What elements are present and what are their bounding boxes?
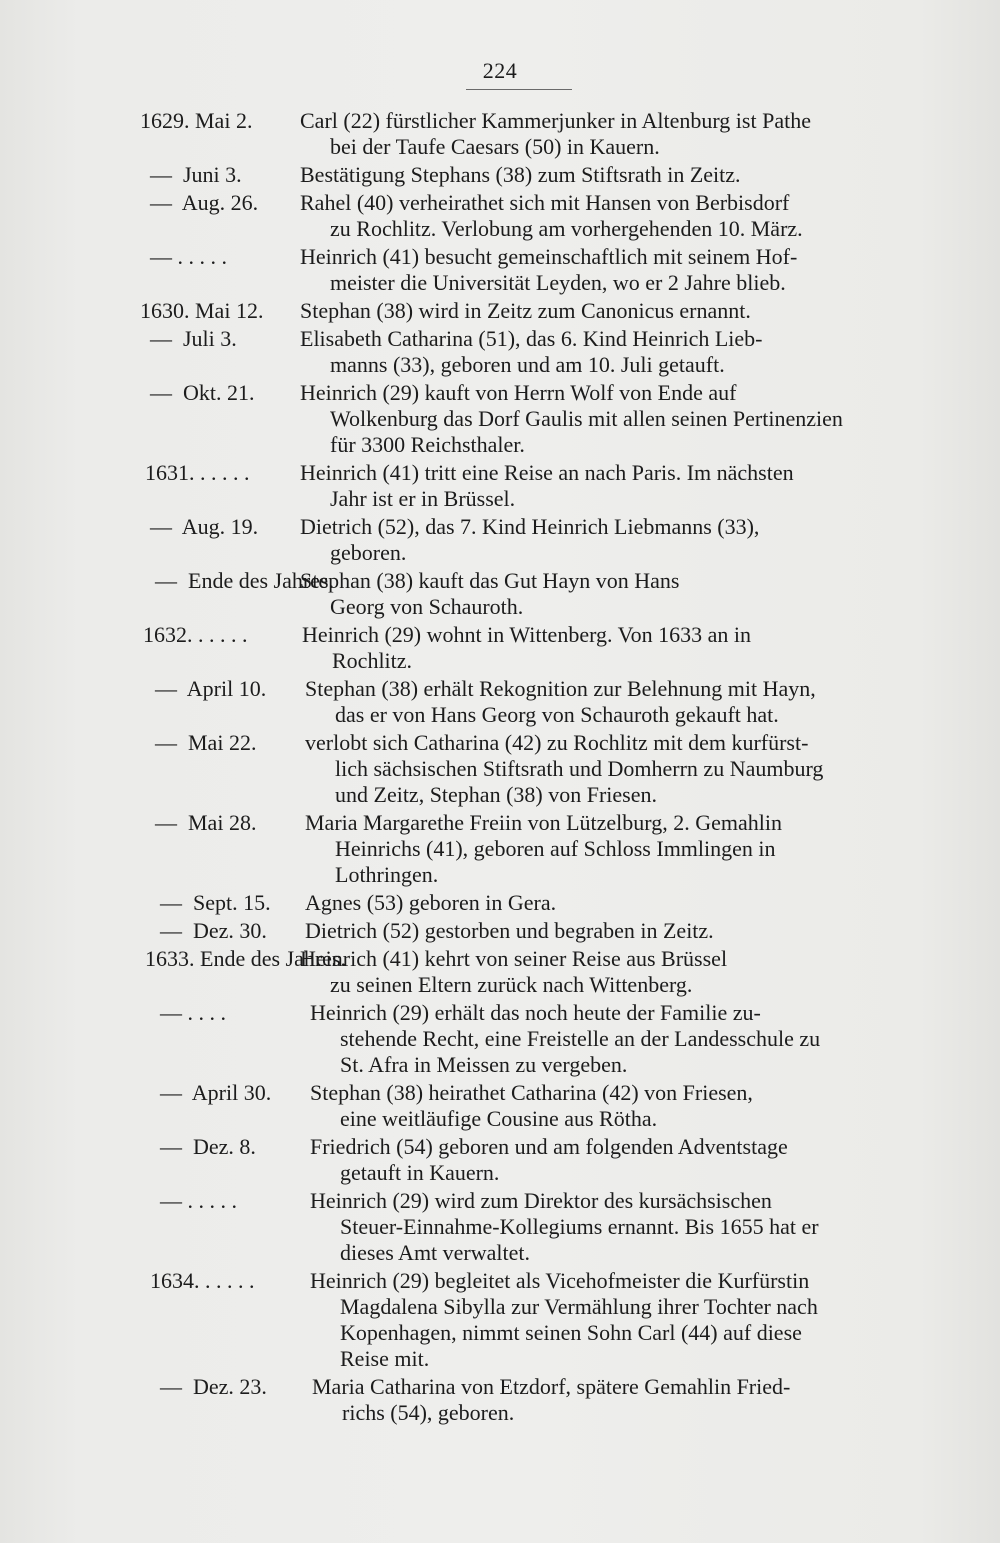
chronicle-entry — [0, 810, 1000, 888]
entry-text — [300, 380, 908, 458]
entry-text-line: Heinrich (29) erhält das noch heute der Familie zu- — [310, 1000, 761, 1025]
entry-text-line: getauft in Kauern. — [340, 1160, 500, 1185]
entry-text — [300, 568, 908, 620]
entry-date: — Mai 28. — [155, 810, 257, 835]
entry-text-line: bei der Taufe Caesars (50) in Kauern. — [330, 134, 660, 159]
entry-text-line: richs (54), geboren. — [342, 1400, 515, 1425]
entry-text — [300, 244, 908, 296]
chronicle-entry — [0, 946, 1000, 998]
entry-text-line: Heinrich (29) wird zum Direktor des kursächsischen — [310, 1188, 772, 1213]
entry-date: — April 30. — [160, 1080, 272, 1105]
entry-text-line: Maria Catharina von Etzdorf, spätere Gemahlin Fried- — [312, 1374, 791, 1399]
entry-date: 1632. . . . . . — [143, 622, 248, 647]
entry-date: — Dez. 23. — [160, 1374, 267, 1399]
entry-text — [312, 1374, 908, 1426]
chronicle-entry — [0, 890, 1000, 916]
entry-text-line: Stephan (38) erhält Rekognition zur Belehnung mit Hayn, — [305, 676, 816, 701]
chronicle-entry — [0, 380, 1000, 458]
entry-text — [305, 730, 908, 808]
chronicle-entry — [0, 1268, 1000, 1372]
entry-date: — Ende des Jahres. — [155, 568, 335, 593]
entry-text — [302, 622, 908, 674]
chronicle-entry — [0, 108, 1000, 160]
entry-text-line: verlobt sich Catharina (42) zu Rochlitz mit dem kurfürst- — [305, 730, 809, 755]
entry-date: 1630. Mai 12. — [140, 298, 264, 323]
entry-text — [305, 676, 908, 728]
entry-text-line: stehende Recht, eine Freistelle an der Landesschule zu — [340, 1026, 821, 1051]
entry-text-line: manns (33), geboren und am 10. Juli getauft. — [330, 352, 725, 377]
entry-date: — . . . . . — [150, 244, 227, 269]
chronicle-entry — [0, 326, 1000, 378]
entry-text-line: Stephan (38) kauft das Gut Hayn von Hans — [300, 568, 680, 593]
entry-text — [310, 1134, 908, 1186]
page-number-rule — [466, 89, 572, 90]
entry-date: — April 10. — [155, 676, 267, 701]
entry-text — [300, 108, 908, 160]
chronicle-entry — [0, 1374, 1000, 1426]
chronicle-entry — [0, 568, 1000, 620]
entry-date: — Okt. 21. — [150, 380, 255, 405]
entry-text-line: Rahel (40) verheirathet sich mit Hansen von Berbisdorf — [300, 190, 790, 215]
chronicle-entry — [0, 298, 1000, 324]
entry-text-line: Heinrich (29) kauft von Herrn Wolf von Ende auf — [300, 380, 737, 405]
entry-text-line: Agnes (53) geboren in Gera. — [305, 890, 557, 915]
entry-text-line: Heinrich (41) tritt eine Reise an nach Paris. Im nächsten — [300, 460, 794, 485]
entry-text — [300, 162, 908, 188]
entry-text — [305, 890, 908, 916]
entry-text-line: Georg von Schauroth. — [330, 594, 524, 619]
entry-text-line: Lothringen. — [335, 862, 439, 887]
entry-text-line: Magdalena Sibylla zur Vermählung ihrer Tochter nach — [340, 1294, 818, 1319]
entry-text-line: Heinrich (29) wohnt in Wittenberg. Von 1633 an in — [302, 622, 752, 647]
entry-date: — Dez. 30. — [160, 918, 267, 943]
chronicle-entry — [0, 1080, 1000, 1132]
entry-date: — . . . . . — [160, 1188, 237, 1213]
entry-text-line: zu Rochlitz. Verlobung am vorhergehenden 10. März. — [330, 216, 803, 241]
entry-text — [300, 326, 908, 378]
entry-text — [300, 514, 908, 566]
entry-text-line: Friedrich (54) geboren und am folgenden Adventstage — [310, 1134, 788, 1159]
entry-text-line: Elisabeth Catharina (51), das 6. Kind Heinrich Lieb- — [300, 326, 763, 351]
entry-text-line: lich sächsischen Stiftsrath und Domherrn zu Naumburg — [335, 756, 824, 781]
entry-text-line: meister die Universität Leyden, wo er 2 Jahre blieb. — [330, 270, 786, 295]
entry-date: — Aug. 19. — [150, 514, 259, 539]
entry-date: — . . . . — [160, 1000, 226, 1025]
entry-text-line: Dietrich (52) gestorben und begraben in Zeitz. — [305, 918, 714, 943]
entry-text-line: Rochlitz. — [332, 648, 413, 673]
entry-date: — Juli 3. — [150, 326, 237, 351]
chronicle-entry — [0, 1000, 1000, 1078]
page-number: 224 — [482, 58, 518, 83]
entry-text — [300, 460, 908, 512]
entry-text-line: Reise mit. — [340, 1346, 430, 1371]
entry-date: 1634. . . . . . — [150, 1268, 255, 1293]
entry-date: 1629. Mai 2. — [140, 108, 253, 133]
entry-text-line: Heinrich (41) besucht gemeinschaftlich mit seinem Hof- — [300, 244, 798, 269]
chronicle-entry — [0, 460, 1000, 512]
entry-text — [300, 946, 908, 998]
chronicle-entry — [0, 622, 1000, 674]
entry-text — [300, 190, 908, 242]
entry-text-line: Jahr ist er in Brüssel. — [330, 486, 516, 511]
entry-text — [305, 810, 908, 888]
entry-text-line: Wolkenburg das Dorf Gaulis mit allen seinen Pertinenzien — [330, 406, 843, 431]
entry-text-line: Bestätigung Stephans (38) zum Stiftsrath in Zeitz. — [300, 162, 741, 187]
entry-text — [310, 1268, 908, 1372]
entry-text-line: eine weitläufige Cousine aus Rötha. — [340, 1106, 658, 1131]
entry-date: — Sept. 15. — [160, 890, 271, 915]
entry-date: — Juni 3. — [150, 162, 242, 187]
entry-text — [310, 1000, 908, 1078]
entry-date: — Aug. 26. — [150, 190, 259, 215]
chronicle-entry — [0, 514, 1000, 566]
entry-text-line: und Zeitz, Stephan (38) von Friesen. — [335, 782, 657, 807]
entry-text — [310, 1188, 908, 1266]
entry-text-line: für 3300 Reichsthaler. — [330, 432, 525, 457]
entry-date: 1633. Ende des Jahres. — [145, 946, 347, 971]
entry-text-line: das er von Hans Georg von Schauroth gekauft hat. — [335, 702, 779, 727]
chronicle-entry — [0, 676, 1000, 728]
entry-text-line: Carl (22) fürstlicher Kammerjunker in Altenburg ist Pathe — [300, 108, 811, 133]
chronicle-entry — [0, 244, 1000, 296]
chronicle-entry — [0, 190, 1000, 242]
entry-text-line: zu seinen Eltern zurück nach Wittenberg. — [330, 972, 693, 997]
chronicle-entry — [0, 1188, 1000, 1266]
entry-date: — Mai 22. — [155, 730, 257, 755]
entry-text-line: Maria Margarethe Freiin von Lützelburg, 2. Gemahlin — [305, 810, 782, 835]
entry-text-line: dieses Amt verwaltet. — [340, 1240, 531, 1265]
entry-text-line: Dietrich (52), das 7. Kind Heinrich Liebmanns (33), — [300, 514, 760, 539]
entry-text-line: Kopenhagen, nimmt seinen Sohn Carl (44) auf diese — [340, 1320, 802, 1345]
chronicle-entry — [0, 162, 1000, 188]
entry-text-line: Heinrich (29) begleitet als Vicehofmeister die Kurfürstin — [310, 1268, 810, 1293]
entry-text — [305, 918, 908, 944]
chronicle-entry — [0, 730, 1000, 808]
entry-text-line: Steuer-Einnahme-Kollegiums ernannt. Bis 1655 hat er — [340, 1214, 819, 1239]
entry-text — [300, 298, 908, 324]
entry-date: — Dez. 8. — [160, 1134, 256, 1159]
entry-text-line: Stephan (38) wird in Zeitz zum Canonicus ernannt. — [300, 298, 751, 323]
entry-text-line: Heinrichs (41), geboren auf Schloss Immlingen in — [335, 836, 776, 861]
entry-text-line: Heinrich (41) kehrt von seiner Reise aus Brüssel — [300, 946, 728, 971]
chronicle-entry — [0, 918, 1000, 944]
entry-text-line: St. Afra in Meissen zu vergeben. — [340, 1052, 628, 1077]
chronicle-entry — [0, 1134, 1000, 1186]
entry-text-line: geboren. — [330, 540, 407, 565]
entry-text-line: Stephan (38) heirathet Catharina (42) von Friesen, — [310, 1080, 753, 1105]
entry-text — [310, 1080, 908, 1132]
entry-date: 1631. . . . . . — [145, 460, 250, 485]
